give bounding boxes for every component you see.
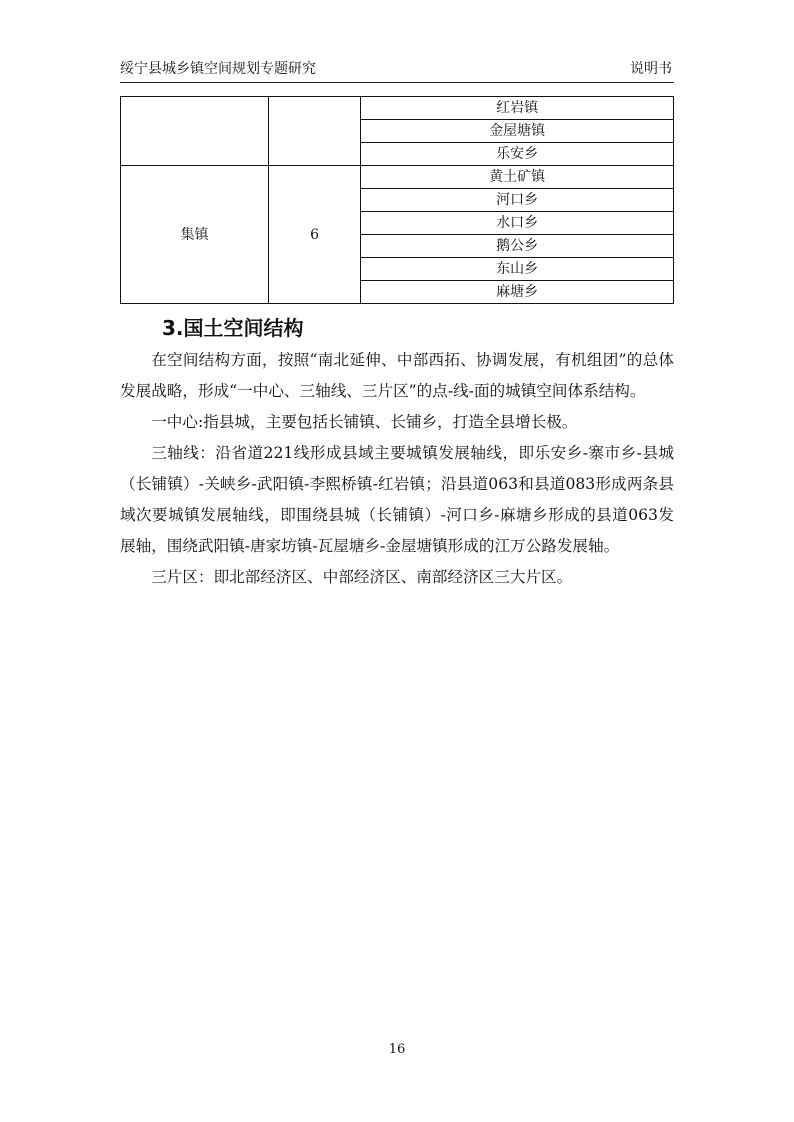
town-table — [120, 96, 674, 304]
section-body — [120, 345, 674, 593]
table-cell-town: 乐安乡 — [361, 143, 674, 166]
table-cell-town: 麻塘乡 — [361, 281, 674, 304]
table-cell-town: 河口乡 — [361, 189, 674, 212]
table-row — [121, 97, 674, 120]
paragraph-three-zones: 三片区：即北部经济区、中部经济区、南部经济区三大片区。 — [151, 568, 573, 586]
paragraph-one-center: 一中心:指县城，主要包括长铺镇、长铺乡，打造全县增长极。 — [151, 413, 578, 431]
table-cell-empty — [268, 97, 360, 166]
page-header — [120, 56, 674, 83]
paragraph-three-axes: 三轴线：沿省道221线形成县域主要城镇发展轴线，即乐安乡-寨市乡-县城（长铺镇）-关峡乡-武阳镇-李熙桥镇-红岩镇；沿县道063和县道083形成两条县域次要城镇发展轴线，即围绕县城（长铺镇）-河口乡-麻塘乡形成的县道063发展轴，围绕武阳镇-唐家坊镇-瓦屋塘乡-金屋塘镇形成的江万公路发展轴。 — [120, 444, 674, 555]
table-cell-town: 金屋塘镇 — [361, 120, 674, 143]
table-cell-town: 黄土矿镇 — [361, 166, 674, 189]
table-cell-empty — [121, 97, 269, 166]
table-cell-category: 集镇 — [121, 166, 269, 304]
page-number: 16 — [388, 1042, 406, 1057]
table-cell-town: 水口乡 — [361, 212, 674, 235]
table-cell-town: 东山乡 — [361, 258, 674, 281]
table-cell-count: 6 — [268, 166, 360, 304]
table-row — [121, 166, 674, 189]
header-document-type: 说明书 — [630, 61, 672, 77]
paragraph-spatial-structure: 在空间结构方面，按照“南北延伸、中部西拓、协调发展，有机组团”的总体发展战略，形成“一中心、三轴线、三片区”的点-线-面的城镇空间体系结构。 — [120, 351, 674, 400]
header-document-title: 绥宁县城乡镇空间规划专题研究 — [120, 61, 316, 77]
table-cell-town: 红岩镇 — [361, 97, 674, 120]
section-heading: 3.国土空间结构 — [162, 316, 304, 340]
table-cell-town: 鹅公乡 — [361, 235, 674, 258]
